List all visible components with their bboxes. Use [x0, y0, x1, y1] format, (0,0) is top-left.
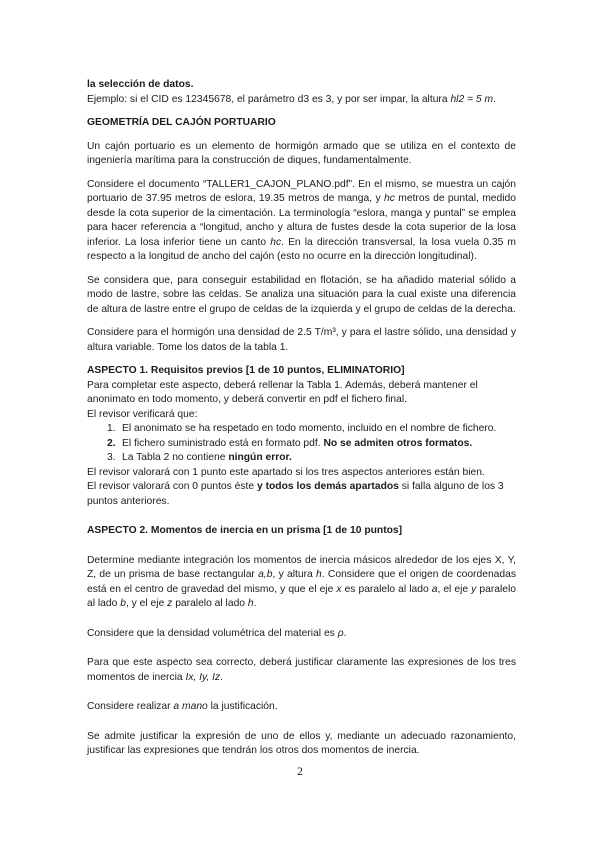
- example-line: Ejemplo: si el CID es 12345678, el parámetro d3 es 3, y por ser impar, la altura hl2 = 5 m.: [87, 93, 496, 105]
- aspect1-checklist: [87, 422, 516, 466]
- aspect1-valuation-1: El revisor valorará con 1 punto este apartado si los tres aspectos anteriores están bien.: [87, 466, 485, 478]
- geometry-heading: GEOMETRÍA DEL CAJÓN PORTUARIO: [87, 117, 276, 128]
- aspect1-valuation-2: El revisor valorará con 0 puntos éste y todos los demás apartados si falla alguno de los 3 puntos anteriores.: [87, 481, 504, 507]
- aspect2-paragraph-5: Se admite justificar la expresión de uno de ellos y, mediante un adecuado razonamiento, justificar las expresiones que tendrán los otros dos momentos de inercia.: [87, 730, 516, 756]
- aspect2-paragraph-4: Considere realizar a mano la justificación.: [87, 701, 278, 712]
- aspect1-paragraph: Para completar este aspecto, deberá rellenar la Tabla 1. Además, deberá mantener el anonimato en todo momento, y deberá convertir en pdf el fichero final.: [87, 379, 478, 405]
- checklist-item: 2. El fichero suministrado está en formato pdf. No se admiten otros formatos.: [107, 437, 473, 449]
- aspect2-paragraph-2: Considere que la densidad volumétrica del material es ρ.: [87, 627, 347, 639]
- aspect2-heading: ASPECTO 2. Momentos de inercia en un prisma [1 de 10 puntos]: [87, 525, 403, 536]
- aspect1-heading: ASPECTO 1. Requisitos previos [1 de 10 puntos, ELIMINATORIO]: [87, 365, 405, 376]
- geometry-paragraph-3: Se considera que, para conseguir estabilidad en flotación, se ha añadido material sólido a modo de lastre, sobre las celdas. Se analiza una situación para la cual existe una diferencia de altura de lastre entre el grupo de celdas de la izquierda y el grupo de celdas de la derecha.: [87, 274, 516, 315]
- geometry-paragraph-4: Considere para el hormigón una densidad de 2.5 T/m³, y para el lastre sólido, una densidad y altura variable. Tome los datos de la tabla 1.: [87, 327, 516, 353]
- aspect1-reviewer-line: El revisor verificará que:: [87, 408, 198, 420]
- geometry-paragraph-1: Un cajón portuario es un elemento de hormigón armado que se utiliza en el contexto de ingeniería marítima para la construcción de diques, fundamentalmente.: [87, 140, 516, 166]
- page-number: 2: [297, 764, 303, 778]
- intro-line: la selección de datos.: [87, 79, 194, 90]
- geometry-paragraph-2: Considere el documento “TALLER1_CAJON_PLANO.pdf”. En el mismo, se muestra un cajón portuario de 37.95 metros de eslora, 19.35 metros de manga, y hc metros de puntal, medido desde la cota superior de la cimentación. La terminología “eslora, manga y puntal” se emplea para hacer referencia a “longitud, ancho y altura de fustes desde la cota superior de la losa inferior. La losa inferior tiene un canto hc. En la dirección transversal, la losa vuela 0.35 m respecto a la longitud de ancho del cajón (esto no ocurre en la dirección longitudinal).: [87, 178, 516, 262]
- checklist-item: 3. La Tabla 2 no contiene ningún error.: [107, 452, 292, 463]
- aspect2-paragraph-1: Determine mediante integración los momentos de inercia másicos alrededor de los ejes X, Y, Z, de un prisma de base rectangular a,b, y altura h. Considere que el origen de coordenadas está en el centro de gravedad del mismo, y que el eje x es paralelo al lado a, el eje y paralelo al lado b, y el eje z paralelo al lado h.: [87, 554, 517, 609]
- aspect2-paragraph-3: Para que este aspecto sea correcto, deberá justificar claramente las expresiones de los tres momentos de inercia Ix, Iy, Iz.: [87, 657, 516, 683]
- checklist-item: 1. El anonimato se ha respetado en todo momento, incluido en el nombre de fichero.: [107, 423, 497, 434]
